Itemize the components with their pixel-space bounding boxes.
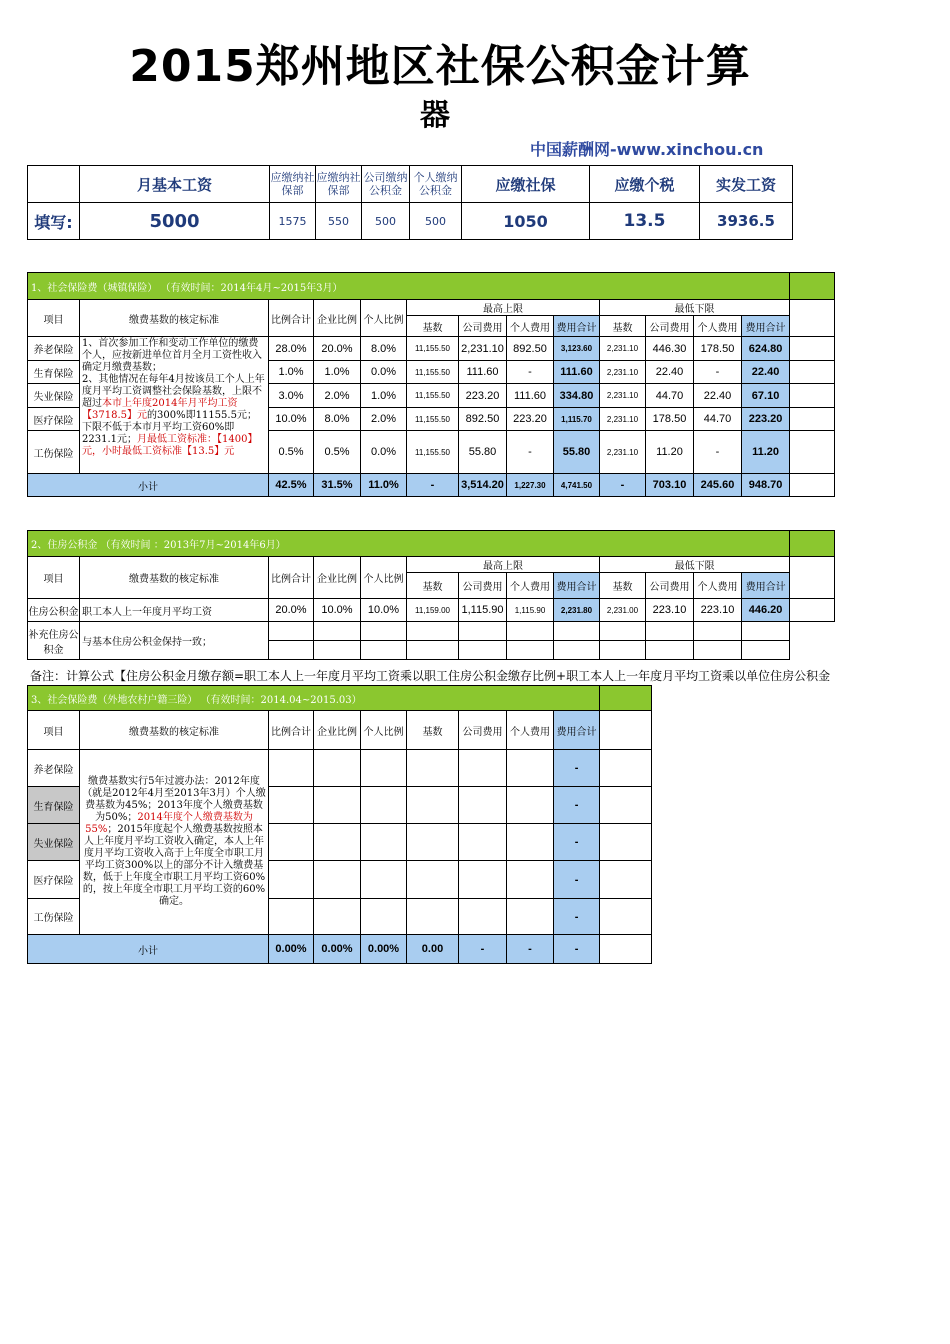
subtotal-min-company: 703.10 [646,474,694,497]
subtotal-row [28,935,652,964]
section-3-title-tail [600,686,652,711]
max-company-header: 公司费用 [459,316,507,337]
section-2-title-tail [790,531,835,557]
max-total: 334.80 [554,384,600,408]
blank-cell [600,899,652,935]
header-base-salary: 月基本工资 [80,166,270,203]
header-social-due: 应缴社保 [462,166,590,203]
min-total-header: 费用合计 [742,573,790,599]
table-row [28,622,835,641]
blank-cell [790,300,835,337]
personal-fund-value: 500 [410,203,462,240]
subtotal-company-fee: - [459,935,507,964]
rural-insurance-table [27,685,652,964]
desc-part-b: 2、其他情况在每年4月按该员工个人上年度月平均工资调整社会保险基数，上限不超过 [82,374,265,409]
total-fee: - [554,750,600,787]
subtotal-max-personal: 1,227.30 [507,474,554,497]
total-fee: - [554,787,600,824]
blank-cell [600,711,652,750]
ratio: 28.0% [269,337,314,361]
ratio: 3.0% [269,384,314,408]
subtotal-max-company: 3,514.20 [459,474,507,497]
col-company-ratio: 企业比例 [314,557,361,599]
cell [314,861,361,899]
min-base-header: 基数 [600,316,646,337]
min-total: 11.20 [742,431,790,474]
col-standard: 缴费基数的核定标准 [80,557,269,599]
company-ratio: 2.0% [314,384,361,408]
max-company: 1,115.90 [459,599,507,622]
desc-part-a: 1、首次参加工作和变动工作单位的缴费个人，应按新进单位首月全月工资性收入确定月缴费基数； [82,338,262,373]
min-company: 11.20 [646,431,694,474]
cell [507,641,554,660]
cell [361,861,407,899]
min-personal: 22.40 [694,384,742,408]
cell [407,899,459,935]
company-ratio: 1.0% [314,361,361,384]
social-b-value: 550 [316,203,362,240]
max-company: 111.60 [459,361,507,384]
subtotal-personal-ratio: 0.00% [361,935,407,964]
personal-ratio: 2.0% [361,408,407,431]
min-base: 2,231.10 [600,431,646,474]
formula-note: 备注：计算公式【住房公积金月缴存额=职工本人上一年度月平均工资乘以职工住房公积金缴存比例+职工本人上一年度月平均工资乘以单位住房公积金 [30,669,831,683]
personal-ratio: 8.0% [361,337,407,361]
table-row [28,337,835,361]
col-ratio: 比例合计 [269,557,314,599]
subtotal-row [28,474,835,497]
cell [694,641,742,660]
min-total-header: 费用合计 [742,316,790,337]
col-personal-ratio: 个人比例 [361,557,407,599]
page-title-continued: 器 [420,98,450,133]
cell [459,899,507,935]
min-total: 223.20 [742,408,790,431]
min-base: 2,231.10 [600,384,646,408]
company-ratio: 20.0% [314,337,361,361]
blank-cell [600,824,652,861]
row-name: 失业保险 [28,824,80,861]
min-company: 22.40 [646,361,694,384]
header-tax-due: 应缴个税 [590,166,700,203]
subtotal-max-base: - [407,474,459,497]
social-a-value: 1575 [270,203,316,240]
cell [314,824,361,861]
subtotal-base: 0.00 [407,935,459,964]
company-ratio: 0.5% [314,431,361,474]
row-name: 生育保险 [28,787,80,824]
max-total-header: 费用合计 [554,316,600,337]
min-personal: - [694,361,742,384]
blank-cell [790,361,835,384]
max-limit-header: 最高上限 [407,300,600,316]
personal-ratio: 0.0% [361,431,407,474]
min-personal: 178.50 [694,337,742,361]
blank-cell [600,750,652,787]
urban-insurance-table [27,272,835,497]
min-limit-header: 最低下限 [600,557,790,573]
cell [646,622,694,641]
cell [407,622,459,641]
max-personal: - [507,431,554,474]
max-total: 55.80 [554,431,600,474]
row-name: 生育保险 [28,361,80,384]
cell [694,622,742,641]
col-standard: 缴费基数的核定标准 [80,300,269,337]
cell [459,641,507,660]
cell [742,641,790,660]
subtotal-min-personal: 245.60 [694,474,742,497]
col-total-fee: 费用合计 [554,711,600,750]
blank-cell [600,861,652,899]
max-total-header: 费用合计 [554,573,600,599]
max-personal: 892.50 [507,337,554,361]
base-salary-input[interactable]: 5000 [80,203,270,240]
total-fee: - [554,824,600,861]
max-base: 11,155.50 [407,384,459,408]
ratio: 20.0% [269,599,314,622]
blank-cell [790,557,835,599]
min-base-header: 基数 [600,573,646,599]
col-standard: 缴费基数的核定标准 [80,711,269,750]
cell [459,861,507,899]
blank-cell [790,408,835,431]
col-company-ratio: 企业比例 [314,711,361,750]
row-name: 养老保险 [28,337,80,361]
cell [459,787,507,824]
table-row [28,750,652,787]
cell [361,899,407,935]
max-limit-header: 最高上限 [407,557,600,573]
max-base: 11,159.00 [407,599,459,622]
cell [554,622,600,641]
row-name: 工伤保险 [28,899,80,935]
blank-cell [600,935,652,964]
desc-part-c: ；2015年度起个人缴费基数按照本人上年度月平均工资收入确定，本人上年度月平均工资收入高于上年度全市职工月平均工资300%以上的部分不计入缴费基数，低于上年度全市职工月平均工资60%的，按上年度全市职工月平均工资的60%确定。 [82,824,266,907]
ratio: 1.0% [269,361,314,384]
cell [507,622,554,641]
max-total: 2,231.80 [554,599,600,622]
row-standard: 职工本人上一年度月平均工资 [80,599,269,622]
row-name: 失业保险 [28,384,80,408]
max-personal: 223.20 [507,408,554,431]
header-net-pay: 实发工资 [700,166,793,203]
summary-table [27,165,793,240]
max-company: 55.80 [459,431,507,474]
row-name: 住房公积金 [28,599,80,622]
min-total: 624.80 [742,337,790,361]
cell [361,824,407,861]
max-personal: - [507,361,554,384]
col-personal-ratio: 个人比例 [361,711,407,750]
col-personal-fee: 个人费用 [507,711,554,750]
cell [314,641,361,660]
row-name: 医疗保险 [28,408,80,431]
col-personal-ratio: 个人比例 [361,300,407,337]
cell [459,750,507,787]
row-name: 补充住房公积金 [28,622,80,660]
subtotal-ratio: 0.00% [269,935,314,964]
max-base: 11,155.50 [407,361,459,384]
blank-cell [790,474,835,497]
max-total: 1,115.70 [554,408,600,431]
subtotal-min-base: - [600,474,646,497]
col-ratio: 比例合计 [269,300,314,337]
header-social-a: 应缴纳社保部 [270,166,316,203]
cell [459,824,507,861]
min-company: 223.10 [646,599,694,622]
section-1-title-tail [790,273,835,300]
header-company-fund: 公司缴纳公积金 [362,166,410,203]
max-base-header: 基数 [407,316,459,337]
blank-cell [790,622,835,660]
total-fee: - [554,899,600,935]
cell [600,641,646,660]
min-limit-header: 最低下限 [600,300,790,316]
page-title: 2015郑州地区社保公积金计算 [129,41,751,92]
cell [554,641,600,660]
col-company-ratio: 企业比例 [314,300,361,337]
cell [269,787,314,824]
cell [507,899,554,935]
ratio: 10.0% [269,408,314,431]
company-fund-value: 500 [362,203,410,240]
max-total: 3,123.60 [554,337,600,361]
min-total: 446.20 [742,599,790,622]
blank-cell [790,431,835,474]
max-personal: 111.60 [507,384,554,408]
header-social-b: 应缴纳社保部 [316,166,362,203]
subtotal-personal-ratio: 11.0% [361,474,407,497]
min-company: 446.30 [646,337,694,361]
tax-due-value: 13.5 [590,203,700,240]
subtotal-label: 小计 [28,474,269,497]
cell [507,824,554,861]
max-company: 223.20 [459,384,507,408]
max-personal: 1,115.90 [507,599,554,622]
ratio: 0.5% [269,431,314,474]
cell [269,899,314,935]
cell [314,622,361,641]
section-2-title: 2、住房公积金 （有效时间 ：2013年7月~2014年6月） [28,531,790,557]
desc-part-d: 的300%即11155.5元；下限不低于本市月平均工资60%即2231.1元； [82,410,257,445]
cell [361,750,407,787]
blank-cell [790,384,835,408]
standard-description [80,337,269,474]
min-base: 2,231.10 [600,361,646,384]
min-company-header: 公司费用 [646,573,694,599]
personal-ratio: 1.0% [361,384,407,408]
blank-cell [790,599,835,622]
max-personal-header: 个人费用 [507,573,554,599]
section-1-title: 1、社会保险费（城镇保险） （有效时间：2014年4月~2015年3月） [28,273,790,300]
blank-cell [790,337,835,361]
min-personal: - [694,431,742,474]
min-total: 22.40 [742,361,790,384]
min-personal-header: 个人费用 [694,316,742,337]
desc-part-c: 本市上年度2014年月平均工资【3718.5】元 [82,398,238,421]
cell [314,899,361,935]
personal-ratio: 10.0% [361,599,407,622]
min-personal: 44.70 [694,408,742,431]
blank-cell [600,787,652,824]
desc-part-a: 缴费基数实行5年过渡办法：2012年度（就是2012年4月至2013年3月）个人缴费基数为45%；2013年度个人缴费基数为50%； [82,776,266,823]
row-name: 医疗保险 [28,861,80,899]
cell [507,750,554,787]
cell [407,750,459,787]
subtotal-max-total: 4,741.50 [554,474,600,497]
min-company: 44.70 [646,384,694,408]
col-item: 项目 [28,557,80,599]
desc-part-b: 2014年度个人缴费基数为55% [85,812,253,835]
min-base: 2,231.00 [600,599,646,622]
row-standard: 与基本住房公积金保持一致； [80,622,269,660]
section-3-title: 3、社会保险费（外地农村户籍三险） （有效时间：2014.04~2015.03） [28,686,600,711]
min-base: 2,231.10 [600,408,646,431]
social-due-value: 1050 [462,203,590,240]
cell [407,861,459,899]
max-personal-header: 个人费用 [507,316,554,337]
cell [361,787,407,824]
col-base: 基数 [407,711,459,750]
min-personal: 223.10 [694,599,742,622]
min-total: 67.10 [742,384,790,408]
cell [361,622,407,641]
max-base-header: 基数 [407,573,459,599]
cell [646,641,694,660]
fill-label: 填写: [28,203,80,240]
subtotal-ratio: 42.5% [269,474,314,497]
max-total: 111.60 [554,361,600,384]
row-name: 工伤保险 [28,431,80,474]
company-ratio: 10.0% [314,599,361,622]
cell [269,622,314,641]
min-company: 178.50 [646,408,694,431]
subtotal-company-ratio: 31.5% [314,474,361,497]
cell [269,641,314,660]
min-company-header: 公司费用 [646,316,694,337]
cell [407,787,459,824]
col-company-fee: 公司费用 [459,711,507,750]
cell [269,861,314,899]
min-base: 2,231.10 [600,337,646,361]
subtotal-company-ratio: 0.00% [314,935,361,964]
table-row [28,599,835,622]
max-base: 11,155.50 [407,408,459,431]
subtotal-min-total: 948.70 [742,474,790,497]
header-personal-fund: 个人缴纳公积金 [410,166,462,203]
rural-standard-description [80,750,269,935]
subtotal-total-fee: - [554,935,600,964]
row-name: 养老保险 [28,750,80,787]
max-company: 2,231.10 [459,337,507,361]
net-pay-value: 3936.5 [700,203,793,240]
cell [269,824,314,861]
cell [314,787,361,824]
cell [507,787,554,824]
cell [314,750,361,787]
desc-part-e: 月最低工资标准：【1400】元，小时最低工资标准【13.5】元 [82,434,258,457]
cell [361,641,407,660]
cell [459,622,507,641]
subtotal-personal-fee: - [507,935,554,964]
blank-cell [28,166,80,203]
site-link[interactable]: 中国薪酬网-www.xinchou.cn [530,140,764,159]
cell [407,824,459,861]
min-personal-header: 个人费用 [694,573,742,599]
max-company-header: 公司费用 [459,573,507,599]
total-fee: - [554,861,600,899]
max-base: 11,155.50 [407,431,459,474]
company-ratio: 8.0% [314,408,361,431]
cell [742,622,790,641]
housing-fund-table [27,530,835,660]
subtotal-label: 小计 [28,935,269,964]
max-company: 892.50 [459,408,507,431]
personal-ratio: 0.0% [361,361,407,384]
cell [269,750,314,787]
cell [507,861,554,899]
col-item: 项目 [28,300,80,337]
col-ratio: 比例合计 [269,711,314,750]
col-item: 项目 [28,711,80,750]
cell [600,622,646,641]
max-base: 11,155.50 [407,337,459,361]
cell [407,641,459,660]
